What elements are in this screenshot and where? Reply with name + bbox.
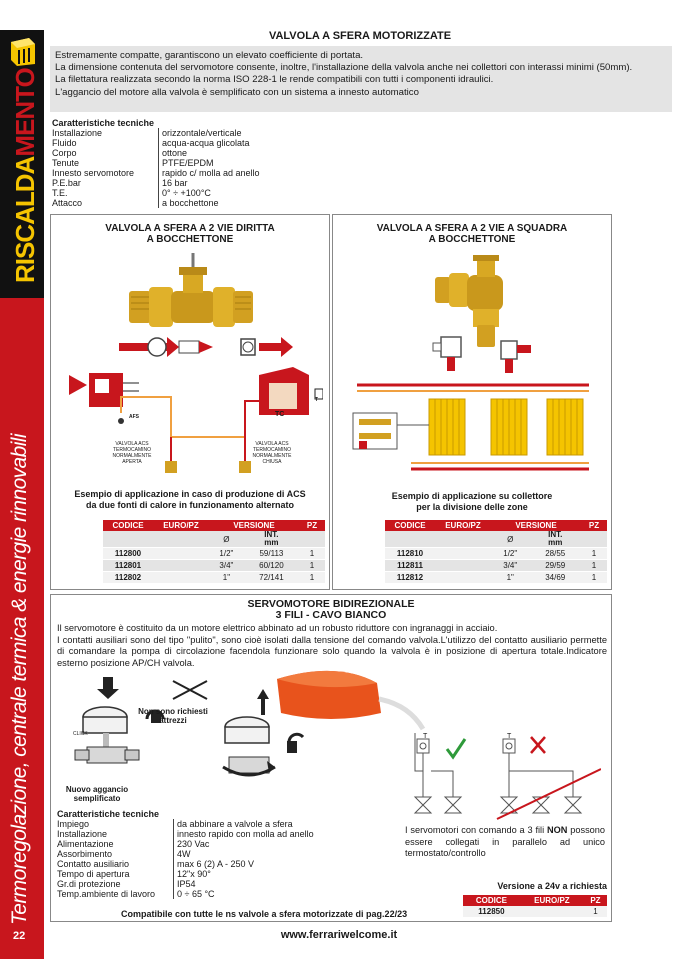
straight-valve-title: VALVOLA A SFERA A 2 VIE DIRITTA A BOCCHETTONE xyxy=(105,223,275,245)
spec-row: Corpo ottone xyxy=(52,148,188,158)
wiring-note: I servomotori con comando a 3 fili NON possono essere collegati in parallelo ad unico termostato/controllo xyxy=(405,825,605,858)
spec-row: Impiego da abbinare a valvole a sfera xyxy=(57,819,293,829)
spec-row: Alimentazione 230 Vac xyxy=(57,839,210,849)
intro-line: La dimensione contenuta del servomotore consente, inoltre, l'installazione della valvola anche nei collettori con interassi minimi (50mm). xyxy=(55,62,633,74)
tech-specs xyxy=(52,118,352,208)
spec-row: P.E.bar 16 bar xyxy=(52,178,188,188)
spec-row: Attacco a bocchettone xyxy=(52,198,219,208)
footer-url[interactable]: www.ferrariwelcome.it xyxy=(280,929,398,941)
angle-valve-panel xyxy=(332,214,612,590)
intro-line: Estremamente compatte, garantiscono un elevato coefficiente di portata. xyxy=(55,50,364,61)
acs-application-diagram xyxy=(59,365,323,483)
angle-valve-title: VALVOLA A SFERA A 2 VIE A SQUADRA A BOCCHETTONE xyxy=(376,223,568,245)
table-row: 112810 1/2" 28/55 1 xyxy=(385,548,607,560)
spec-row: Innesto servomotore rapido c/ molla ad anello xyxy=(52,168,260,178)
servomotor-specs: Caratteristiche tecniche Impiego da abbinare a valvole a sfera Installazione innesto rapido con molla ad anello Alimentazione 230 Vac Assorbimento 4W Contatto ausiliario max 6 (2) A - 250 V Tempo di apertura 12"x 90° Gr.di protezione IP54 Temp.ambiente di lavoro 0 ÷ 65 °C xyxy=(57,809,357,899)
spec-row: Tempo di apertura 12"x 90° xyxy=(57,869,211,879)
specs-title: Caratteristiche tecniche xyxy=(52,118,155,128)
intro-line: L'aggancio del motore alla valvola è semplificato con un sistema a innesto automatico xyxy=(55,86,419,98)
manifold-application-diagram xyxy=(351,375,595,485)
servomotor-description: Il servomotore è costituito da un motore elettrico abbinato ad un robusto riduttore con ingranaggi in acciaio. I contatti ausiliari sono del tipo "pulito", sono cioè isolati dalla tensione del comando valvola.L'utilizzo del contatto ausiliario permette di comandare la pompa di circolazione facendola funzionare solo quando la valvola è in posizione di apertura totale.Indicatore esterno posizione AP/CH valvola. xyxy=(57,623,607,668)
afs-label: AFS xyxy=(129,414,139,420)
straight-valve-caption: Esempio di applicazione in caso di produzione di ACS da due fonti di calore in funzionamento alternato xyxy=(74,489,306,510)
category-title: RISCALDAMENTO xyxy=(10,68,40,283)
tc-label: TC xyxy=(275,411,285,418)
spec-row: Assorbimento 4W xyxy=(57,849,191,859)
click-label: CLICK xyxy=(73,731,88,737)
angle-flow-icons xyxy=(431,335,551,375)
servomotor-title: SERVOMOTORE BIDIREZIONALE 3 FILI - CAVO BIANCO xyxy=(247,598,415,621)
spec-row: Installazione innesto rapido con molla ad anello xyxy=(57,829,314,839)
table-row: 112800 1/2" 59/113 1 xyxy=(103,548,325,560)
coupling-label: Nuovo aggancio semplificato xyxy=(65,785,129,803)
straight-valve-photo xyxy=(127,253,257,333)
servomotor-panel xyxy=(50,594,612,922)
spec-row: Temp.ambiente di lavoro 0 ÷ 65 °C xyxy=(57,889,215,899)
angle-valve-caption: Esempio di applicazione su collettore per la divisione delle zone xyxy=(391,491,553,512)
compatibility-note: Compatibile con tutte le ns valvole a sfera motorizzate di pag.22/23 xyxy=(121,909,408,919)
intro-box xyxy=(50,46,672,112)
spec-row: Contatto ausiliario max 6 (2) A - 250 V xyxy=(57,859,255,869)
category-subtitle: Termoregolazione, centrale termica & energie rinnovabili xyxy=(8,434,31,925)
version-24v-note: Versione a 24v a richiesta xyxy=(497,881,607,891)
servomotor-photo xyxy=(271,669,431,739)
thermostat-label-ko: T xyxy=(507,733,512,740)
t-label: T xyxy=(315,397,319,403)
flow-direction-icons xyxy=(117,333,317,363)
intro-line: La filettatura realizzata secondo la norma ISO 228-1 le rende compatibili con tutti i componenti idraulici. xyxy=(55,74,494,86)
no-tools-label: Non sono richiesti attrezzi xyxy=(138,707,208,725)
spec-row: Tenute PTFE/EPDM xyxy=(52,158,214,168)
page-number: 22 xyxy=(13,930,26,942)
table-row: 112812 1" 34/69 1 xyxy=(385,572,607,584)
page-title: VALVOLA A SFERA MOTORIZZATE xyxy=(268,30,452,42)
table-row: 112801 3/4" 60/120 1 xyxy=(103,560,325,572)
spec-row: T.E. 0° ÷ +100°C xyxy=(52,188,211,198)
table-row: 112850 1 xyxy=(463,906,607,918)
spec-row: Fluido acqua-acqua glicolata xyxy=(52,138,250,148)
thermostat-label-ok: T xyxy=(423,733,428,740)
table-row: 112811 3/4" 29/59 1 xyxy=(385,560,607,572)
straight-valve-table: CODICE EURO/PZ VERSIONE PZ Ø INT. mm 112800 1/2" 59/113 1 112801 3/4" 60/120 1 112802 1" 72/141 1 xyxy=(103,520,325,584)
servomotor-table: CODICE EURO/PZ PZ 112850 1 xyxy=(463,895,607,918)
acs-open-label: VALVOLA ACS TERMOCAMINO NORMALMENTE APERTA xyxy=(112,441,152,465)
acs-closed-label: VALVOLA ACS TERMOCAMINO NORMALMENTE CHIUSA xyxy=(252,441,292,465)
spec-row: Gr.di protezione IP54 xyxy=(57,879,196,889)
table-row: 112802 1" 72/141 1 xyxy=(103,572,325,584)
angle-valve-table: CODICE EURO/PZ VERSIONE PZ Ø INT. mm 112810 1/2" 28/55 1 112811 3/4" 29/59 1 112812 1" 34/69 1 xyxy=(385,520,607,584)
spec-row: Installazione orizzontale/verticale xyxy=(52,128,242,138)
straight-valve-panel xyxy=(50,214,330,590)
wiring-comparison-diagram xyxy=(405,731,601,821)
radiator-icon xyxy=(7,36,39,68)
